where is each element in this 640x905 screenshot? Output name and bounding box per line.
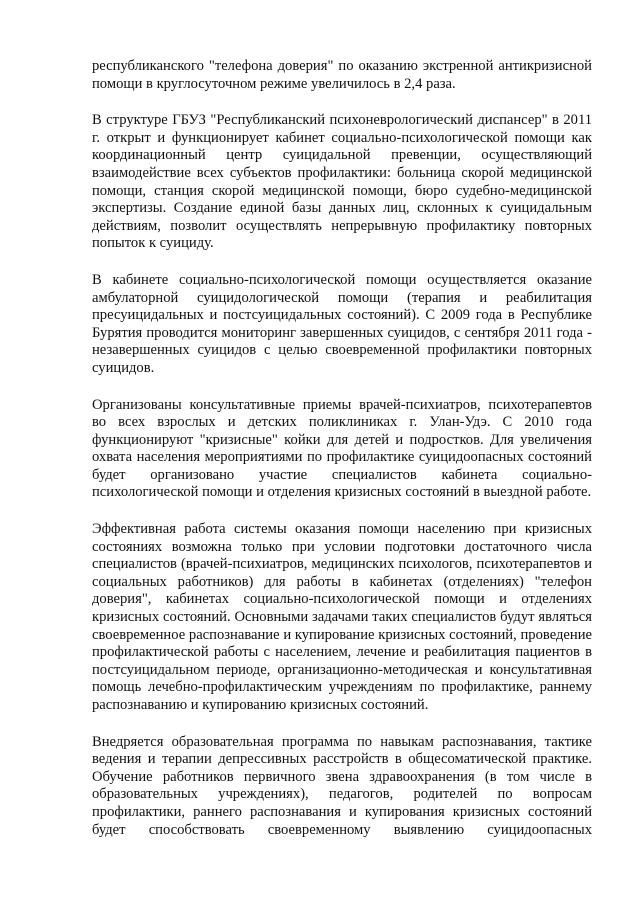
paragraph-education-program: Внедряется образовательная программа по навыкам распознавания, тактике ведения и терапии депрессивных расстройств в общесоматической практике. Обучение работников первичного звена здравоохранения (в том числе в образовательных учреждениях), педагогов, родителей по вопросам профилактики, раннего распознавания и купирования кризисных состояний будет способствовать своевременному выявлению суицидоопасных bbox=[92, 733, 592, 838]
paragraph-consultations: Организованы консультативные приемы врачей-психиатров, психотерапевтов во всех взрослых и детских поликлиниках г. Улан-Удэ. С 2010 года функционируют "кризисные" койки для детей и подростков. Для увеличения охвата населения мероприятиями по профилактике суицидоопасных состояний будет организовано участие специалистов кабинета социально-психологической помощи и отделения кризисных состояний в выездной работе. bbox=[92, 396, 592, 501]
paragraph-office-structure: В структуре ГБУЗ "Республиканский психоневрологический диспансер" в 2011 г. открыт и функционирует кабинет социально-психологической помощи как координационный центр суицидальной превенции, осуществляющий взаимодействие всех субъектов профилактики: больница скорой медицинской помощи, станция скорой медицинской помощи, бюро судебно-медицинской экспертизы. Создание единой базы данных лиц, склонных к суицидальным действиям, позволит осуществлять непрерывную профилактику повторных попыток к суициду. bbox=[92, 112, 592, 252]
document-page bbox=[92, 58, 592, 839]
paragraph-specialist-training: Эффективная работа системы оказания помощи населению при кризисных состояниях возможна только при условии подготовки достаточного числа специалистов (врачей-психиатров, медицинских психологов, психотерапевтов и социальных работников) для работы в кабинетах (отделениях) "телефон доверия", кабинетах социально-психологической помощи и отделениях кризисных состояний. Основными задачами таких специалистов будут являться своевременное распознавание и купирование кризисных состояний, проведение профилактической работы с населением, лечение и реабилитация пациентов в постсуицидальном периоде, организационно-методическая и консультативная помощь лечебно-профилактическим учреждениям по профилактике, раннему распознаванию и купированию кризисных состояний. bbox=[92, 521, 592, 713]
paragraph-office-services: В кабинете социально-психологической помощи осуществляется оказание амбулаторной суицидологической помощи (терапия и реабилитация пресуицидальных и постсуицидальных состояний). С 2009 года в Республике Бурятия проводится мониторинг завершенных суицидов, с сентября 2011 года - незавершенных суицидов с целью своевременной профилактики повторных суицидов. bbox=[92, 271, 592, 376]
paragraph-hotline-stats: республиканского "телефона доверия" по оказанию экстренной антикризисной помощи в круглосуточном режиме увеличилось в 2,4 раза. bbox=[92, 58, 592, 92]
